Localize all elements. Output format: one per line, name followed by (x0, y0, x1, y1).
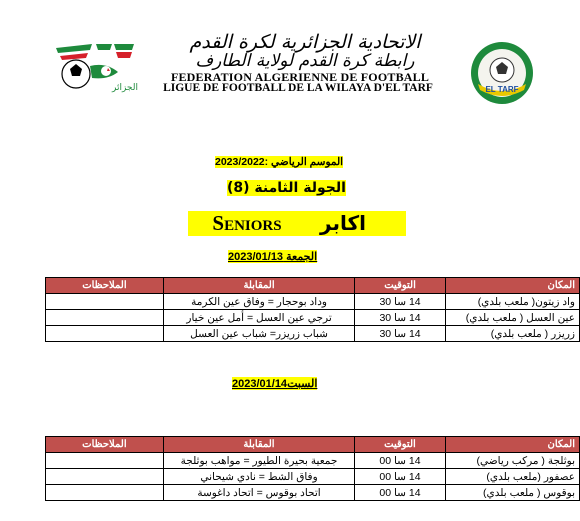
day2-schedule-table (45, 436, 580, 501)
header-notes: الملاحظات (46, 278, 164, 294)
league-logo (458, 40, 546, 110)
header-match: المقابلة (163, 278, 354, 294)
french-league-title: LIGUE DE FOOTBALL DE LA WILAYA D'EL TARF (163, 82, 433, 94)
cell-place: بوقوس ( ملعب بلدي) (445, 485, 579, 501)
arabic-league-title: رابطة كرة القدم لولاية الطارف (195, 51, 415, 71)
cell-time: 14 سا 30 (355, 326, 446, 342)
cell-match: جمعية بحيرة الطيور = مواهب بوثلجة (163, 453, 354, 469)
cell-place: عين العسل ( ملعب بلدي) (445, 310, 579, 326)
french-federation-title: FEDERATION ALGERIENNE DE FOOTBALL (170, 70, 430, 84)
season-label: الموسم الرياضي :2023/2022 (215, 156, 344, 168)
cell-notes (46, 326, 164, 342)
table-row (46, 485, 580, 501)
cell-match: وداد بوحجار = وفاق عين الكرمة (163, 294, 354, 310)
cell-time: 14 سا 30 (355, 294, 446, 310)
round-title: الجولة الثامنة (8) (227, 180, 346, 196)
cell-notes (46, 310, 164, 326)
table-row (46, 294, 580, 310)
cell-time: 14 سا 30 (355, 310, 446, 326)
cell-match: اتحاد بوقوس = اتحاد داغوسة (163, 485, 354, 501)
cell-time: 14 سا 00 (355, 485, 445, 501)
cell-time: 14 سا 00 (355, 453, 445, 469)
header-match: المقابلة (163, 437, 354, 453)
cell-place: واد زيتون( ملعب بلدي) (445, 294, 579, 310)
cell-place: زريزر ( ملعب بلدي) (445, 326, 579, 342)
cell-match: شباب زريزر= شباب عين العسل (163, 326, 354, 342)
header-time: التوقيت (355, 437, 445, 453)
arabic-federation-title: الاتحادية الجزائرية لكرة القدم (189, 31, 421, 53)
cell-place: عصفور (ملعب بلدي) (445, 469, 579, 485)
table-row (46, 453, 580, 469)
day1-schedule-table (45, 277, 580, 342)
cell-match: وفاق الشط = نادي شيحاني (163, 469, 354, 485)
day1-date: الجمعة 2023/01/13 (228, 251, 318, 263)
table-row (46, 469, 580, 485)
day2-date: السبت2023/01/14 (232, 378, 318, 390)
table-row (46, 326, 580, 342)
header-place: المكان (445, 437, 579, 453)
left-logo-label: الجزائر (112, 83, 138, 93)
cell-place: بوثلجة ( مركب رياضي) (445, 453, 579, 469)
cell-notes (46, 294, 164, 310)
right-logo-label: EL TARF (485, 85, 519, 94)
cell-notes (46, 485, 164, 501)
cell-time: 14 سا 00 (355, 469, 445, 485)
table-row (46, 310, 580, 326)
table-header-row (46, 437, 580, 453)
cell-notes (46, 469, 164, 485)
header-place: المكان (445, 278, 579, 294)
cell-notes (46, 453, 164, 469)
category-latin: Seniors (212, 211, 282, 235)
header-time: التوقيت (355, 278, 446, 294)
table-header-row (46, 278, 580, 294)
category-arabic: اكابر (320, 211, 366, 235)
cell-match: ترجي عين العسل = أمل عين خيار (163, 310, 354, 326)
header-notes: الملاحظات (46, 437, 164, 453)
